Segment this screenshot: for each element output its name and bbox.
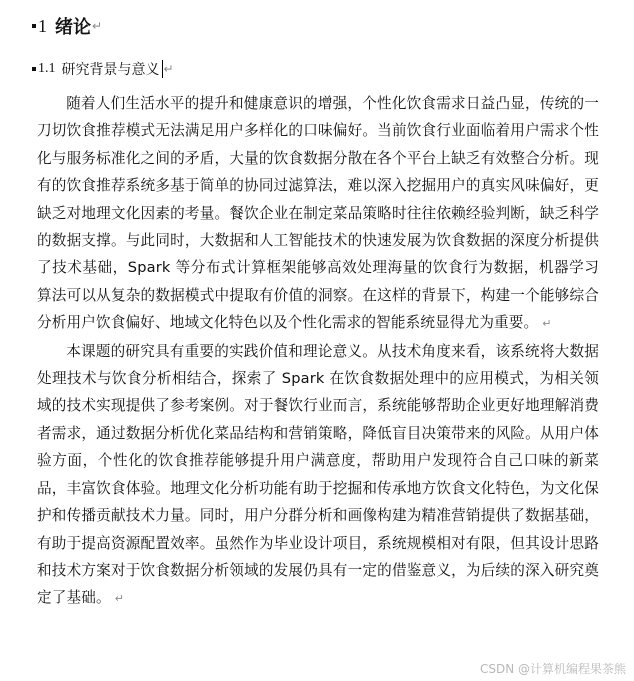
text-cursor [162, 60, 163, 78]
paragraph-mark-icon: ↵ [542, 317, 552, 331]
paragraph-2[interactable] [37, 338, 599, 613]
heading-bullet-icon [32, 24, 36, 28]
paragraph-mark-icon: ↵ [163, 62, 174, 76]
heading-1 [32, 10, 102, 42]
heading-1-title[interactable]: 绪论 [55, 17, 91, 38]
paragraph-1[interactable] [37, 90, 599, 338]
watermark: CSDN @计算机编程果茶熊 [479, 662, 626, 676]
heading-1-number: 1 [38, 15, 47, 36]
heading-2-number: 1.1 [38, 61, 56, 76]
paragraph-2-text: 本课题的研究具有重要的实践价值和理论意义。从技术角度来看，该系统将大数据处理技术与饮食分析相结合，探索了 Spark 在饮食数据处理中的应用模式，为相关领域的技术实现提供了参考案例。对于餐饮行业而言，系统能够帮助企业更好地理解消费者需求，通过数据分析优化菜品结构和营销策略，降低盲目决策带来的风险。从用户体验方面，个性化的饮食推荐能够提升用户满意度，帮助用户发现符合自己口味的新菜品，丰富饮食体验。地理文化分析功能有助于挖掘和传承地方饮食文化特色，为文化保护和传播贡献技术力量。同时，用户分群分析和画像构建为精准营销提供了数据基础，有助于提高资源配置效率。虽然作为毕业设计项目，系统规模相对有限，但其设计思路和技术方案对于饮食数据分析领域的发展仍具有一定的借鉴意义，为后续的深入研究奠定了基础。 [37, 342, 599, 607]
heading-2-title[interactable]: 研究背景与意义 [61, 62, 160, 78]
heading-2 [32, 56, 174, 82]
heading-bullet-icon [32, 67, 36, 71]
paragraph-mark-icon: ↵ [114, 592, 125, 606]
paragraph-mark-icon: ↵ [92, 19, 103, 33]
paragraph-1-text: 随着人们生活水平的提升和健康意识的增强，个性化饮食需求日益凸显，传统的一刀切饮食推荐模式无法满足用户多样化的口味偏好。当前饮食行业面临着用户需求个性化与服务标准化之间的矛盾，大量的饮食数据分散在各个平台上缺乏有效整合分析。现有的饮食推荐系统多基于简单的协同过滤算法，难以深入挖掘用户的真实风味偏好，更缺乏对地理文化因素的考量。餐饮企业在制定菜品策略时往往依赖经验判断，缺乏科学的数据支撑。与此同时，大数据和人工智能技术的快速发展为饮食数据的深度分析提供了技术基础，Spark 等分布式计算框架能够高效处理海量的饮食行为数据，机器学习算法可以从复杂的数据模式中提取有价值的洞察。在这样的背景下，构建一个能够综合分析用户饮食偏好、地域文化特色以及个性化需求的智能系统显得尤为重要。 [37, 95, 599, 332]
body-text [37, 90, 599, 613]
